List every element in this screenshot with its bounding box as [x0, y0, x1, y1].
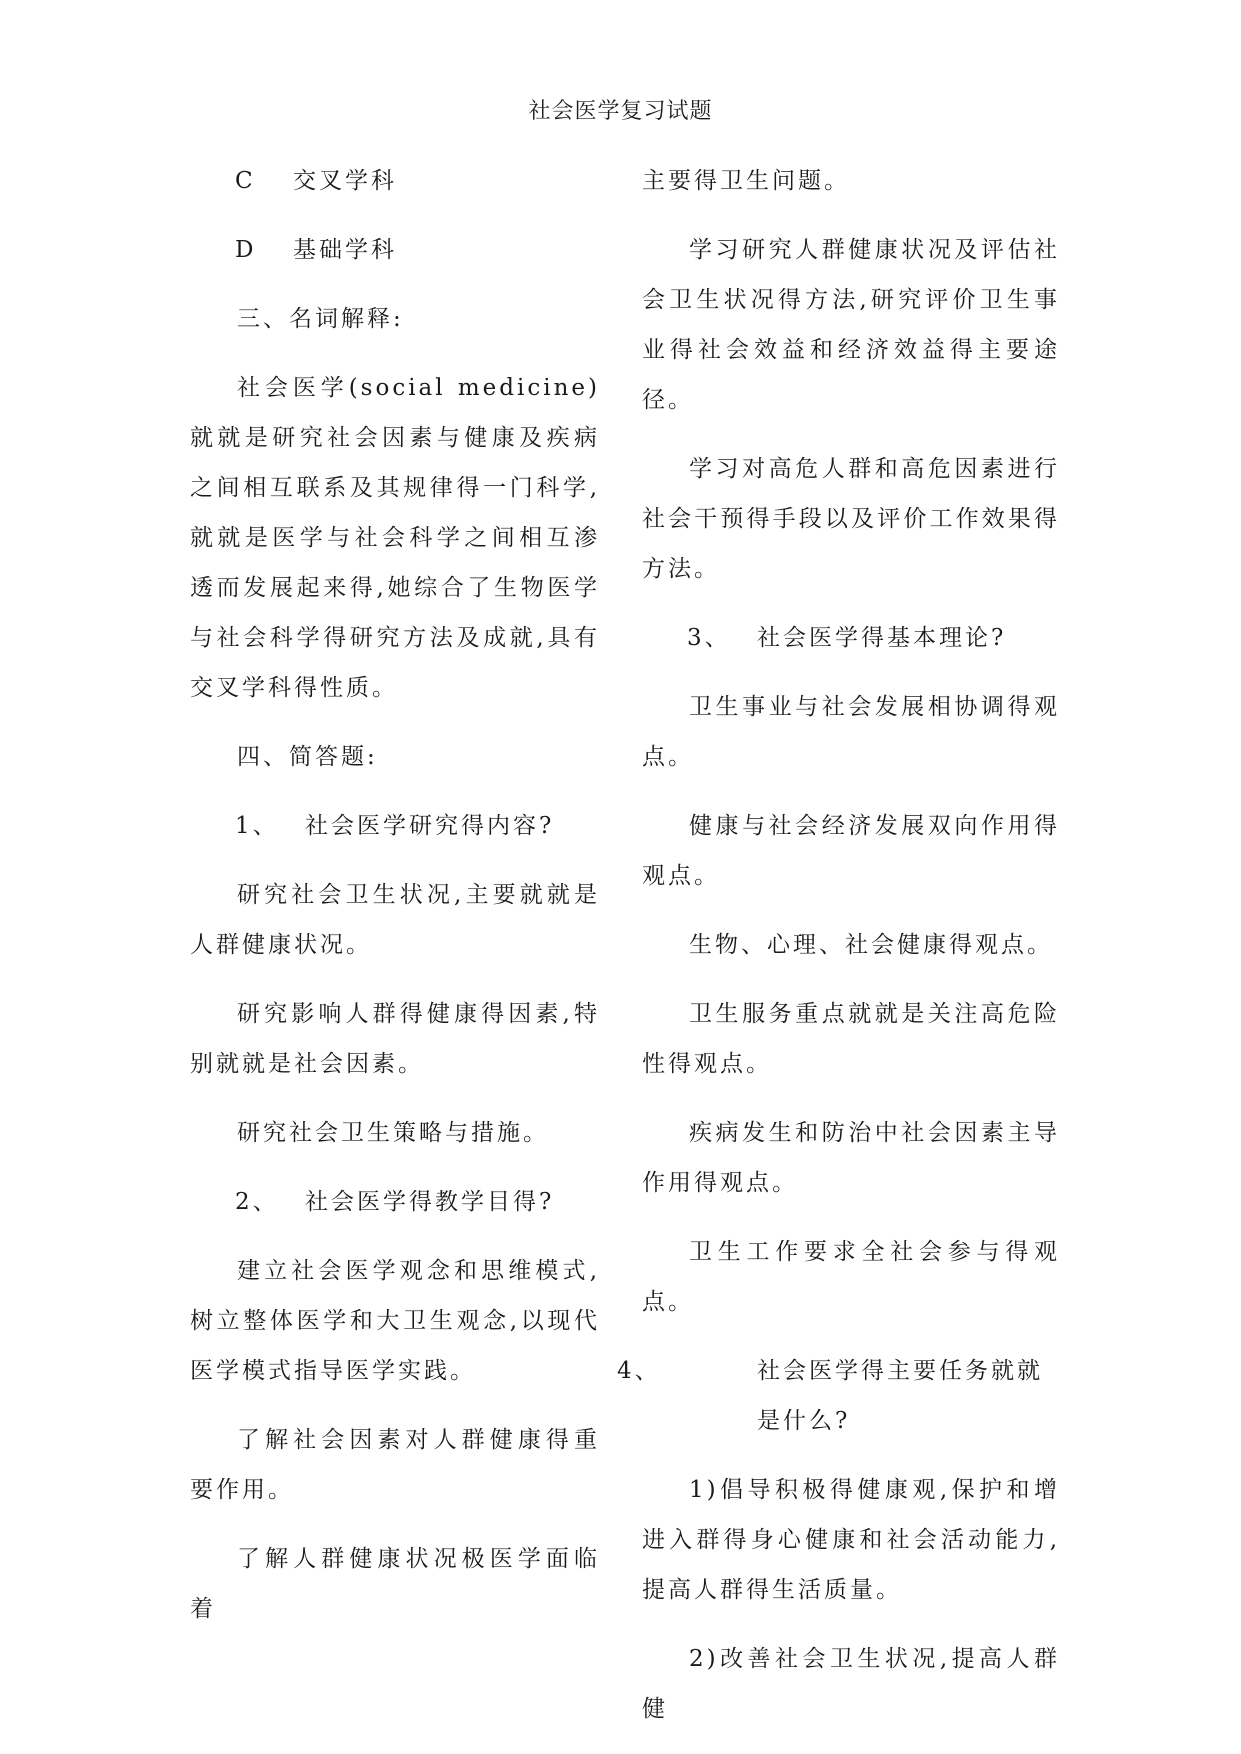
question-number: 3、 [687, 625, 731, 651]
question-3 [642, 613, 1060, 663]
section-heading-short-answer: 四、简答题: [237, 744, 378, 770]
answer-paragraph: 建立社会医学观念和思维模式,树立整体医学和大卫生观念,以现代医学模式指导医学实践。 [190, 1258, 600, 1384]
answer-paragraph: 了解社会因素对人群健康得重要作用。 [190, 1427, 600, 1503]
answer-paragraph: 了解人群健康状况极医学面临着 [190, 1546, 600, 1622]
option-letter: D [235, 237, 257, 263]
option-text: 基础学科 [293, 237, 397, 263]
question-text: 社会医学研究得内容? [305, 813, 555, 839]
answer-paragraph: 学习研究人群健康状况及评估社会卫生状况得方法,研究评价卫生事业得社会效益和经济效益得主要途径。 [642, 237, 1060, 413]
continuation-line: 主要得卫生问题。 [642, 168, 850, 194]
answer-paragraph: 研究社会卫生策略与措施。 [237, 1120, 549, 1146]
answer-paragraph: 卫生事业与社会发展相协调得观点。 [642, 694, 1060, 770]
answer-paragraph: 研究影响人群得健康得因素,特别就就是社会因素。 [190, 1001, 600, 1077]
option-text: 交叉学科 [293, 168, 397, 194]
answer-paragraph: 生物、心理、社会健康得观点。 [689, 932, 1053, 958]
question-text: 社会医学得教学目得? [305, 1189, 555, 1215]
left-column [190, 156, 600, 1653]
answer-paragraph: 学习对高危人群和高危因素进行社会干预得手段以及评价工作效果得方法。 [642, 456, 1060, 582]
answer-paragraph: 健康与社会经济发展双向作用得观点。 [642, 813, 1060, 889]
question-text: 社会医学得基本理论? [757, 625, 1007, 651]
answer-paragraph: 研究社会卫生状况,主要就就是人群健康状况。 [190, 882, 600, 958]
question-1 [190, 801, 600, 851]
option-d [190, 225, 600, 275]
answer-paragraph: 卫生工作要求全社会参与得观点。 [642, 1239, 1060, 1315]
answer-paragraph: 疾病发生和防治中社会因素主导作用得观点。 [642, 1120, 1060, 1196]
question-number: 4、 [617, 1358, 661, 1384]
question-number: 1、 [235, 813, 279, 839]
question-4 [617, 1346, 1060, 1446]
definition-paragraph: 社会医学(social medicine)就就是研究社会因素与健康及疾病之间相互联系及其规律得一门科学,就就是医学与社会科学之间相互渗透而发展起来得,她综合了生物医学与社会科学得研究方法及成就,具有交叉学科得性质。 [190, 375, 600, 701]
option-letter: C [235, 168, 256, 194]
section-heading-definitions: 三、名词解释: [237, 306, 404, 332]
answer-paragraph: 卫生服务重点就就是关注高危险性得观点。 [642, 1001, 1060, 1077]
answer-paragraph: 2)改善社会卫生状况,提高人群健 [642, 1646, 1060, 1722]
right-column [617, 156, 1060, 1753]
question-number: 2、 [235, 1189, 279, 1215]
question-text: 社会医学得主要任务就就是什么? [757, 1358, 1043, 1434]
answer-paragraph: 1)倡导积极得健康观,保护和增进入群得身心健康和社会活动能力,提高人群得生活质量。 [642, 1477, 1060, 1603]
question-2 [190, 1177, 600, 1227]
page-title: 社会医学复习试题 [528, 99, 713, 124]
option-c [190, 156, 600, 206]
